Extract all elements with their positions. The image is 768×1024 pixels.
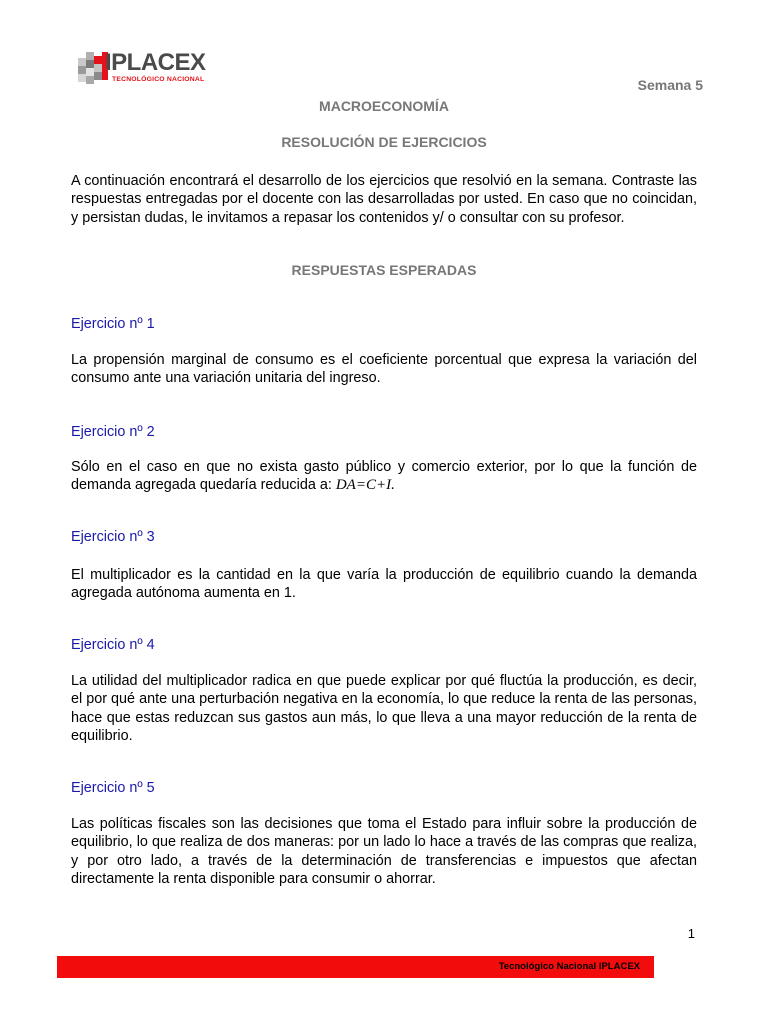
exercise-2-title: Ejercicio nº 2 [71,424,155,440]
exercise-4-title: Ejercicio nº 4 [71,637,155,653]
exercise-5-title: Ejercicio nº 5 [71,780,155,796]
exercise-4-text: La utilidad del multiplicador radica en que puede explicar por qué fluctúa la producción, es decir, el por qué ante una perturbación negativa en la economía, lo que reduce la renta de las personas, hace que estas reduzcan sus gastos aun más, lo que lleva a una mayor reducción de la renta de equilibrio. [71,673,697,745]
exercise-1-title: Ejercicio nº 1 [71,316,155,332]
exercise-2-body: Sólo en el caso en que no exista gasto público y comercio exterior, por lo que la función de demanda agregada quedaría reducida a: [71,459,697,494]
logo-subtitle: TECNOLÓGICO NACIONAL [112,76,205,83]
footer-institution: Tecnológico Nacional IPLACEX [498,961,640,972]
logo-name: IPLACEX [105,49,206,76]
exercise-2-formula: DA=C+I. [335,477,395,494]
exercise-3-title: Ejercicio nº 3 [71,529,155,545]
page-title: MACROECONOMÍA [319,98,449,114]
page-subtitle: RESOLUCIÓN DE EJERCICIOS [281,134,487,150]
section-title: RESPUESTAS ESPERADAS [291,262,477,278]
intro-paragraph: A continuación encontrará el desarrollo de los ejercicios que resolvió en la semana. Contraste las respuestas entregadas por el docente con las desarrolladas por usted. En caso que no coincidan, y persistan dudas, le invitamos a repasar los contenidos y/ o consultar con su profesor. [71,173,697,226]
exercise-3-text: El multiplicador es la cantidad en la que varía la producción de equilibrio cuando la demanda agregada autónoma aumenta en 1. [71,567,697,602]
page-number: 1 [687,926,695,941]
exercise-2-text [71,458,697,495]
iplacex-logo [78,49,238,90]
exercise-1-text: La propensión marginal de consumo es el coeficiente porcentual que expresa la variación del consumo ante una variación unitaria del ingreso. [71,352,697,387]
exercise-5-text: Las políticas fiscales son las decisiones que toma el Estado para influir sobre la producción de equilibrio, lo que realiza de dos maneras: por un lado lo hace a través de las compras que realiza, y por otro lado, a través de la determinación de transferencias e impuestos que afectan directamente la renta disponible para consumir o ahorrar. [71,816,697,888]
logo-squares-icon [78,52,108,85]
footer-bar [57,956,654,978]
week-label: Semana 5 [637,77,703,93]
